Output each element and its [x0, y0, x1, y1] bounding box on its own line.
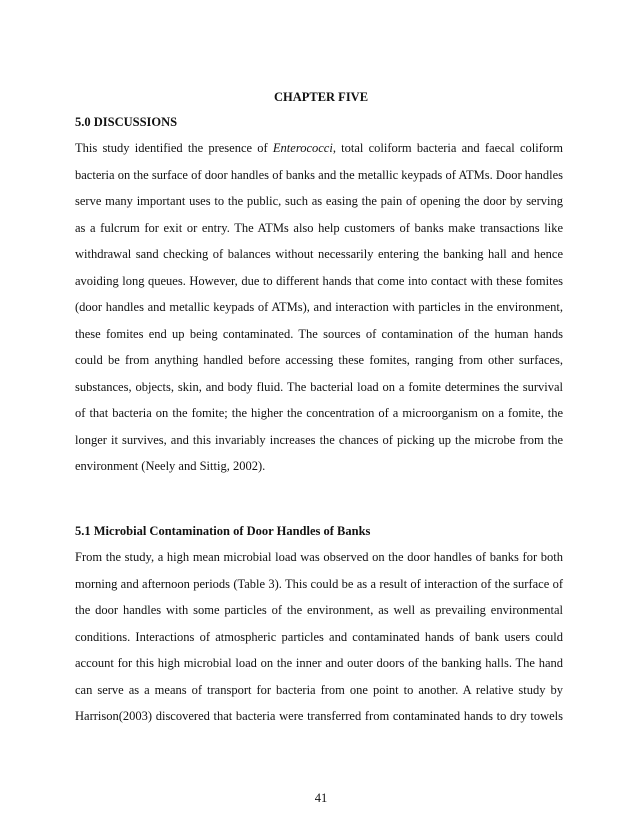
text-line: morning and afternoon periods (Table 3). This could be as a result of interaction of the surface of	[75, 576, 563, 591]
text-line	[75, 140, 563, 167]
paragraph-door-handles	[75, 549, 563, 735]
chapter-title: CHAPTER FIVE	[273, 90, 369, 104]
text-line: can serve as a means of transport for bacteria from one point to another. A relative study by	[75, 682, 563, 697]
text-line: (door handles and metallic keypads of ATMs), and interaction with particles in the environment,	[75, 300, 563, 314]
text-line: conditions. Interactions of atmospheric particles and contaminated hands of bank users could	[75, 629, 563, 644]
text-line: longer it survives, and this invariably increases the chances of picking up the microbe from the	[75, 432, 563, 447]
text-line: serve many important uses to the public, such as easing the pain of opening the door by serving	[75, 194, 563, 208]
text-line: could be from anything handled before accessing these fomites, ranging from other surfaces,	[75, 353, 563, 367]
text-line: avoiding long queues. However, due to different hands that come into contact with these fomites	[75, 273, 563, 288]
text-line: environment (Neely and Sittig, 2002).	[75, 459, 266, 473]
text-line: From the study, a high mean microbial load was observed on the door handles of banks for both	[75, 550, 563, 564]
text-line: withdrawal sand checking of balances without necessarily entering the banking hall and hence	[75, 247, 563, 261]
text-line: as a fulcrum for exit or entry. The ATMs also help customers of banks make transactions like	[75, 220, 563, 235]
text-line-end: , total coliform bacteria and faecal coliform	[332, 141, 563, 155]
page-number: 41	[314, 791, 328, 805]
paragraph-discussions	[75, 140, 563, 485]
text-line: account for this high microbial load on the inner and outer doors of the banking halls. The hand	[75, 656, 563, 670]
text-line: the door handles with some particles of the environment, as well as prevailing environmental	[75, 603, 563, 617]
text-line: bacteria on the surface of door handles of banks and the metallic keypads of ATMs. Door handles	[75, 167, 563, 182]
text-line: substances, objects, skin, and body fluid. The bacterial load on a fomite determines the survival	[75, 379, 563, 394]
text-line: of that bacteria on the fomite; the higher the concentration of a microorganism on a fomite, the	[75, 406, 563, 420]
text-line-start: This study identified the presence of	[75, 141, 273, 155]
italic-term: Enterococci	[272, 141, 333, 155]
text-line: Harrison(2003) discovered that bacteria were transferred from contaminated hands to dry towels	[75, 709, 563, 723]
text-line: these fomites end up being contaminated. The sources of contamination of the human hands	[75, 326, 563, 341]
section-heading-discussions: 5.0 DISCUSSIONS	[75, 115, 178, 129]
section-heading-door-handles: 5.1 Microbial Contamination of Door Handles of Banks	[75, 524, 371, 538]
